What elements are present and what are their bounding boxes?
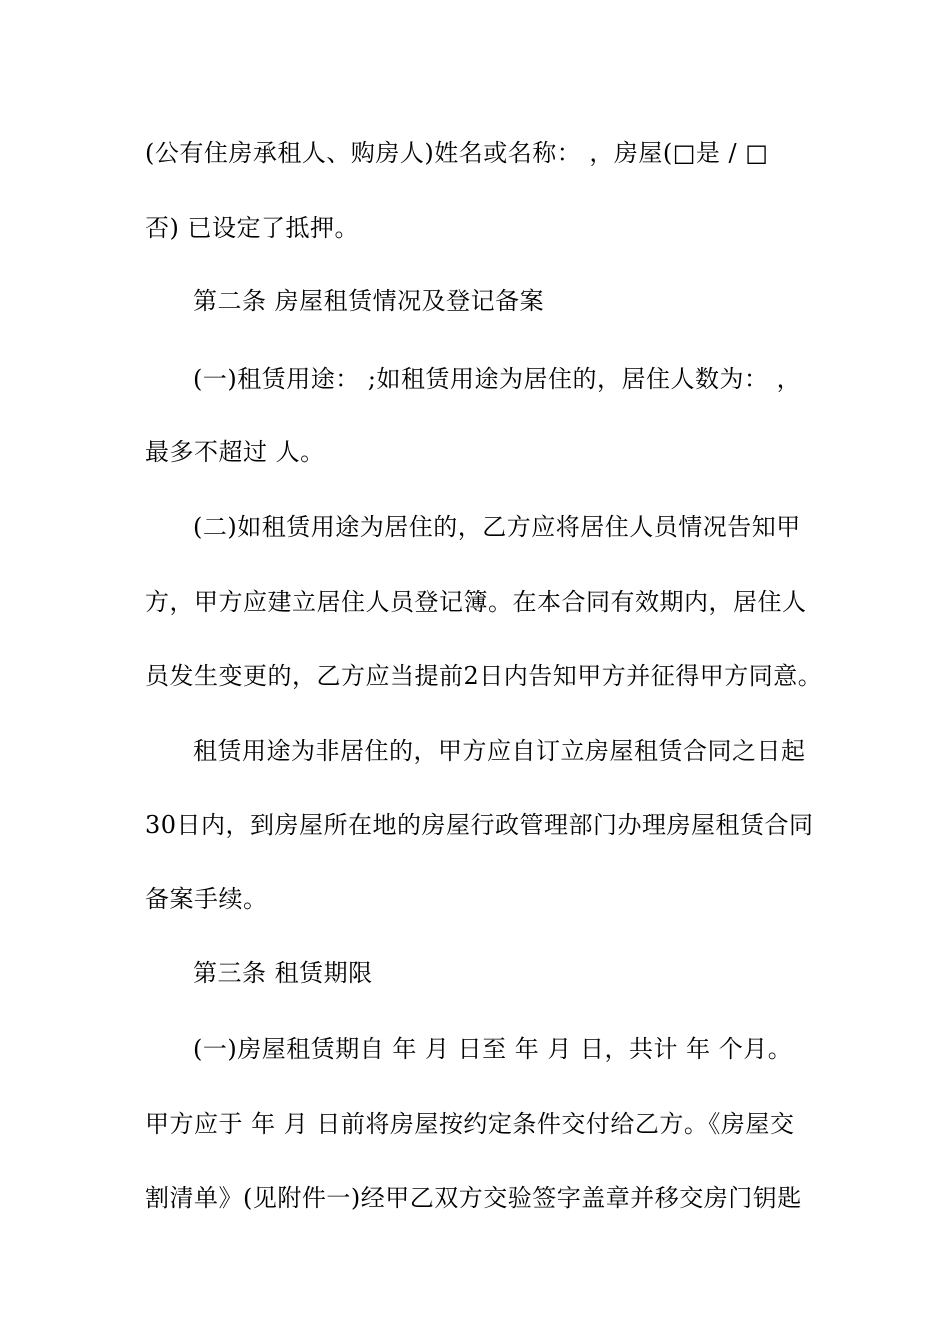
text-line-2: 否) 已设定了抵押。	[145, 214, 359, 242]
text-line-11: 备案手续。	[145, 885, 268, 913]
text-line-13: (一)房屋租赁期自 年 月 日至 年 月 日，共计 年 个月。	[193, 1035, 793, 1063]
article-two-heading: 第二条 房屋租赁情况及登记备案	[193, 287, 545, 315]
text-line-14: 甲方应于 年 月 日前将房屋按约定条件交付给乙方。《房屋交	[145, 1110, 795, 1138]
text-line-15: 割清单》(见附件一)经甲乙双方交验签字盖章并移交房门钥匙	[145, 1184, 802, 1212]
text-line-10: 30日内，到房屋所在地的房屋行政管理部门办理房屋租赁合同	[145, 811, 814, 839]
text-line-8: 员发生变更的，乙方应当提前2日内告知甲方并征得甲方同意。	[145, 662, 823, 690]
text-line-9: 租赁用途为非居住的，甲方应自订立房屋租赁合同之日起	[193, 737, 806, 765]
text-line-4: (一)租赁用途： ;如租赁用途为居住的，居住人数为： ，	[193, 365, 802, 393]
text-line-1: (公有住房承租人、购房人)姓名或名称： ，房屋(□是 / □	[145, 139, 769, 167]
text-line-6: (二)如租赁用途为居住的，乙方应将居住人员情况告知甲	[193, 513, 801, 541]
article-three-heading: 第三条 租赁期限	[193, 959, 373, 987]
text-line-5: 最多不超过 人。	[145, 438, 325, 466]
text-line-7: 方，甲方应建立居住人员登记簿。在本合同有效期内，居住人	[145, 588, 807, 616]
